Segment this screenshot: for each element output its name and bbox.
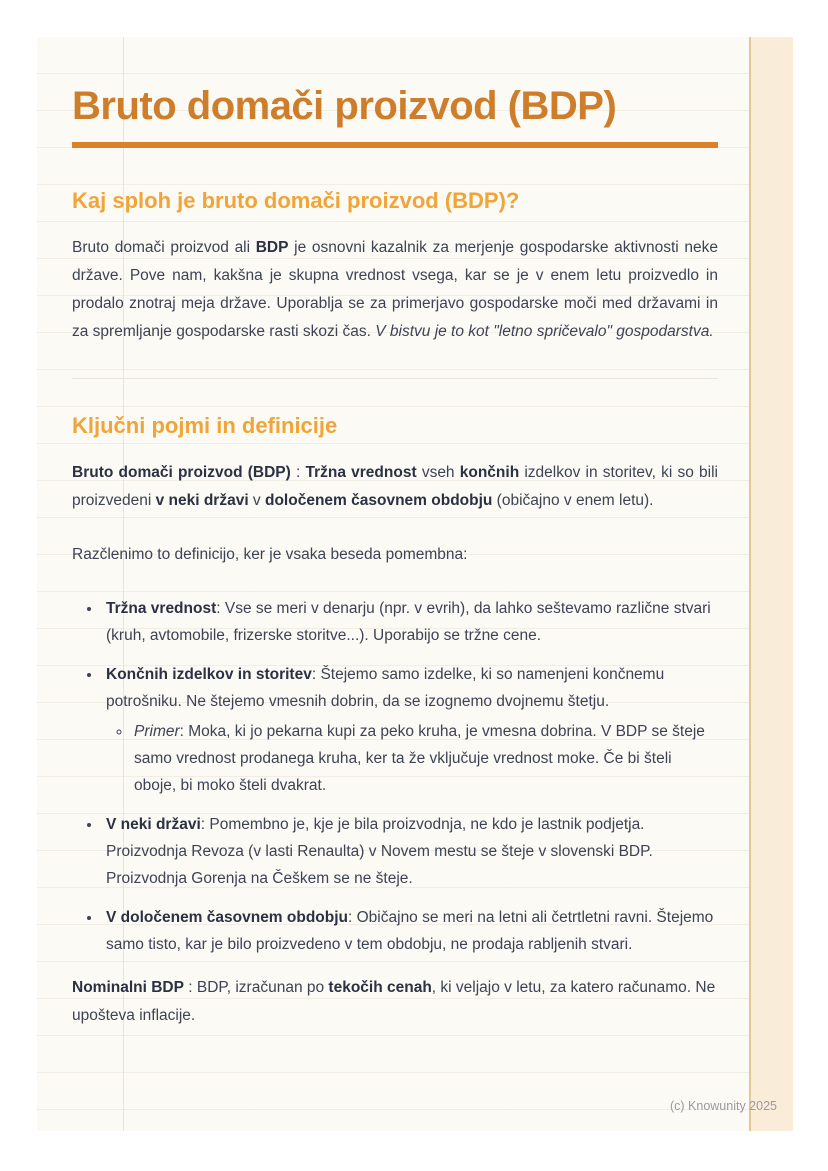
key-terms-list xyxy=(72,595,718,958)
list-item-koncni-izdelki xyxy=(102,661,718,799)
list-item-casovno-obdobje: • V določenem časovnem obdobju: Običajno se meri na letni ali četrtletni ravni. Štejemo samo tisto, kar je bilo proizvedeno v tem obdobju, ne prodaja rabljenih stvari. xyxy=(102,904,718,958)
nominal-bdp-paragraph: Nominalni BDP : BDP, izračunan po tekočih cenah, ki veljajo v letu, za katero računamo. Ne upošteva inflacije. xyxy=(72,979,716,1024)
sub-list xyxy=(106,718,718,799)
section-heading-key-terms: Ključni pojmi in definicije xyxy=(72,413,338,438)
page-title: Bruto domači proizvod (BDP) xyxy=(72,84,617,128)
list-item-text: Končnih izdelkov in storitev: Štejemo samo izdelke, ki so namenjeni končnemu potrošniku. Ne štejemo vmesnih dobrin, da se izognemo dvojnemu štetju. xyxy=(106,666,665,710)
title-underline-rule xyxy=(72,142,718,148)
document-page xyxy=(37,37,793,1131)
lead-paragraph: Razčlenimo to definicijo, ker je vsaka beseda pomembna: xyxy=(72,546,468,563)
sub-list-item-primer: ◦ Primer: Moka, ki jo pekarna kupi za peko kruha, je vmesna dobrina. V BDP se šteje samo vrednost prodanega kruha, ker ta že vključuje vrednost moke. Če bi šteli oboje, bi moko šteli dvakrat. xyxy=(132,718,718,799)
footer-credit: (c) Knowunity 2025 xyxy=(669,1099,777,1113)
section-heading-intro: Kaj sploh je bruto domači proizvod (BDP)? xyxy=(72,188,520,213)
section-divider xyxy=(72,378,718,379)
intro-paragraph: Bruto domači proizvod ali BDP je osnovni kazalnik za merjenje gospodarske aktivnosti neke države. Pove nam, kakšna je skupna vrednost vsega, kar se je v enem letu proizvedlo in prodalo znotraj meja države. Uporablja se za primerjavo gospodarske moči med državami in za spremljanje gospodarske rasti skozi čas. V bistvu je to kot "letno spričevalo" gospodarstva. xyxy=(72,239,718,340)
list-item-trzna-vrednost: • Tržna vrednost: Vse se meri v denarju (npr. v evrih), da lahko seštevamo različne stvari (kruh, avtomobile, frizerske storitve...). Uporabijo se tržne cene. xyxy=(102,595,718,649)
page-side-strip xyxy=(749,37,793,1131)
definition-paragraph: Bruto domači proizvod (BDP) : Tržna vrednost vseh končnih izdelkov in storitev, ki so bili proizvedeni v neki državi v določenem časovnem obdobju (običajno v enem letu). xyxy=(72,464,719,509)
page-content xyxy=(72,37,718,1030)
list-item-v-neki-drzavi: • V neki državi: Pomembno je, kje je bila proizvodnja, ne kdo je lastnik podjetja. Proizvodnja Revoza (v lasti Renaulta) v Novem mestu se šteje v slovenski BDP. Proizvodnja Gorenja na Češkem se ne šteje. xyxy=(102,811,718,892)
